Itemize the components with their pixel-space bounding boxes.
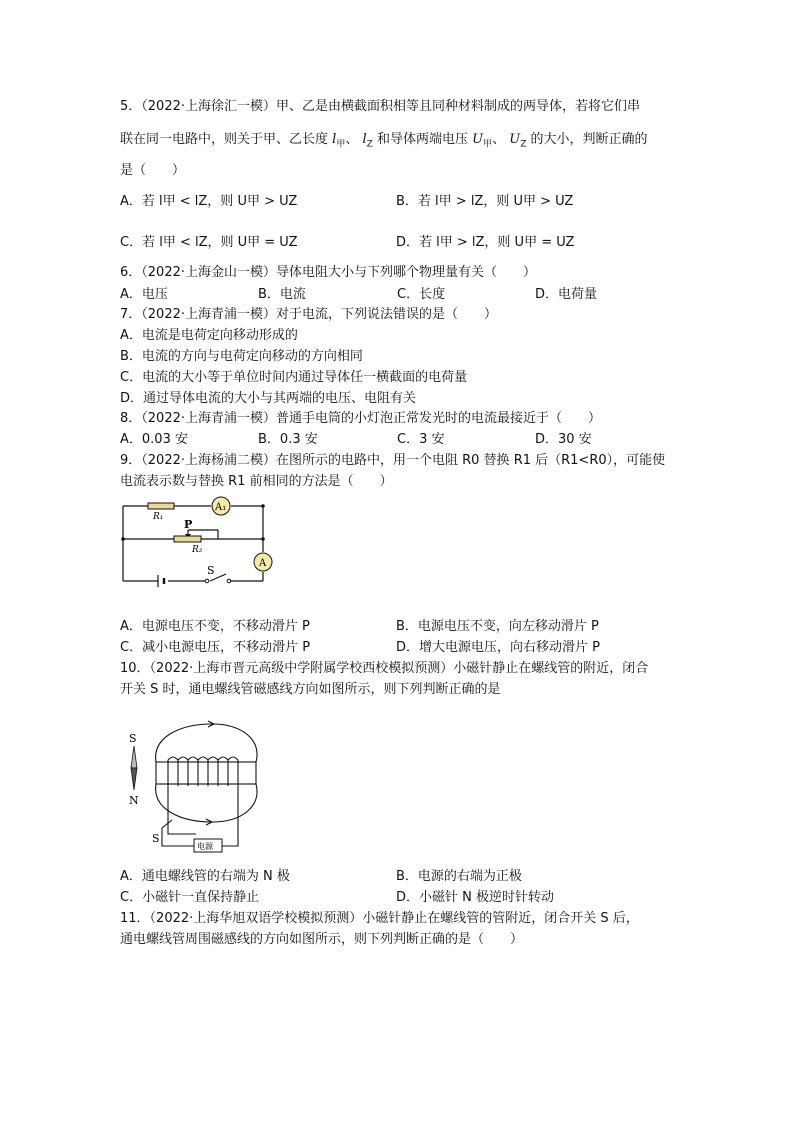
label-p: P <box>184 518 193 531</box>
label-a1: A₁ <box>215 502 227 513</box>
q5-option-a: A．若 l甲 < lZ，则 U甲 > UZ <box>120 194 298 209</box>
label-r2: R₂ <box>192 545 203 555</box>
q8-stem: 8．（2022·上海青浦一模）普通手电筒的小灯泡正常发光时的电流最接近于（ ） <box>120 411 601 426</box>
q5-option-b: B．若 l甲 > lZ，则 U甲 > UZ <box>396 194 574 209</box>
q7-option-b: B．电流的方向与电荷定向移动的方向相同 <box>120 349 363 364</box>
q9-option-d: D．增大电源电压，向右移动滑片 P <box>396 640 600 655</box>
q10-line1: 10．（2022·上海市晋元高级中学附属学校西校模拟预测）小磁针静止在螺线管的附近，闭合 <box>120 661 649 676</box>
q5-line1: 5．（2022·上海徐汇一模）甲、乙是由横截面积相等且同种材料制成的两导体，若将它们串 <box>120 99 640 114</box>
label-a: A <box>259 558 267 569</box>
q7-option-a: A．电流是电荷定向移动形成的 <box>120 328 298 343</box>
q8-option-c: C．3 安 <box>397 432 445 447</box>
q5-option-c: C．若 l甲 < lZ，则 U甲 = UZ <box>120 235 298 250</box>
needle-s-label: S <box>129 732 137 745</box>
q6-stem: 6．（2022·上海金山一模）导体电阻大小与下列哪个物理量有关（ ） <box>120 265 536 280</box>
q6-option-d: D．电荷量 <box>535 287 598 302</box>
q8-option-b: B．0.3 安 <box>258 432 318 447</box>
q7-option-c: C．电流的大小等于单位时间内通过导体任一横截面的电荷量 <box>120 370 468 385</box>
q6-option-b: B．电流 <box>258 287 306 302</box>
q10-option-a: A．通电螺线管的右端为 N 极 <box>120 869 290 884</box>
needle-n-label: N <box>129 794 139 807</box>
switch-s-label: S <box>152 832 160 845</box>
q9-line1: 9．（2022·上海杨浦二模）在图所示的电路中，用一个电阻 R0 替换 R1 后（R1<R0），可能使 <box>120 453 666 468</box>
q9-option-b: B．电源电压不变，向左移动滑片 P <box>396 619 599 634</box>
q9-option-c: C．减小电源电压，不移动滑片 P <box>120 640 311 655</box>
q5-line2: 联在同一电路中，则关于甲、乙长度 $l_甲$、 $l_Z$ 和导体两端电压 $U_甲$、 $U_Z$ 的大小，判断正确的 <box>120 132 648 150</box>
power-source-label: 电源 <box>197 842 213 851</box>
label-s: S <box>207 564 215 577</box>
q5-line3: 是（ ） <box>120 163 186 178</box>
q10-option-b: B．电源的右端为正极 <box>396 869 522 884</box>
q10-option-d: D．小磁针 N 极逆时针转动 <box>396 890 554 905</box>
q6-option-c: C．长度 <box>397 287 446 302</box>
label-r1: R₁ <box>153 512 164 522</box>
q9-circuit-diagram <box>118 494 278 590</box>
q8-option-a: A．0.03 安 <box>120 432 188 447</box>
q10-line2: 开关 S 时，通电螺线管磁感线方向如图所示，则下列判断正确的是 <box>120 682 501 697</box>
q7-option-d: D．通过导体电流的大小与其两端的电压、电阻有关 <box>120 391 417 406</box>
q9-line2: 电流表示数与替换 R1 前相同的方法是（ ） <box>120 474 393 489</box>
q6-option-a: A．电压 <box>120 287 168 302</box>
q5-option-d: D．若 l甲 > lZ，则 U甲 = UZ <box>396 235 575 250</box>
q8-option-d: D．30 安 <box>535 432 592 447</box>
q11-line2: 通电螺线管周围磁感线的方向如图所示，则下列判断正确的是（ ） <box>120 932 524 947</box>
q11-line1: 11．（2022·上海华旭双语学校模拟预测）小磁针静止在螺线管的管附近，闭合开关 S 后， <box>120 911 639 926</box>
q7-stem: 7．（2022·上海青浦一模）对于电流，下列说法错误的是（ ） <box>120 307 497 322</box>
q10-option-c: C．小磁针一直保持静止 <box>120 890 260 905</box>
q10-solenoid-diagram <box>122 716 272 856</box>
q9-option-a: A．电源电压不变，不移动滑片 P <box>120 619 310 634</box>
